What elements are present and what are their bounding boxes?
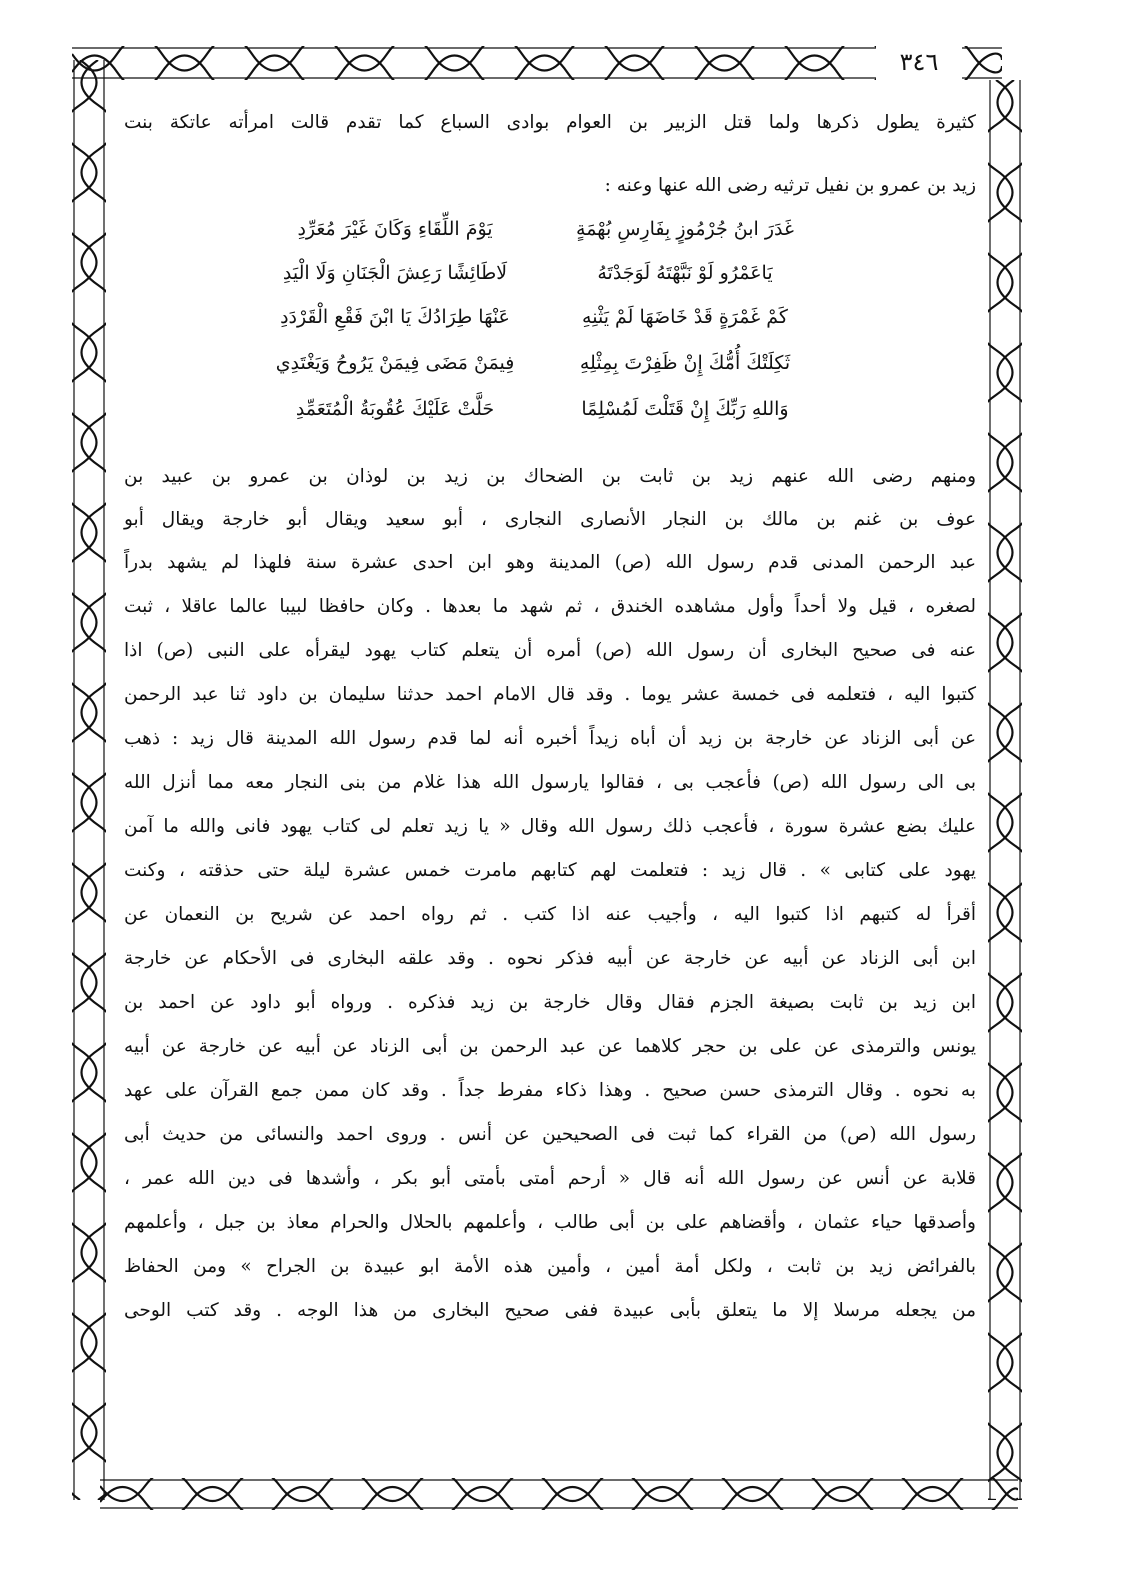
- page-number: ٣٤٦: [876, 44, 962, 80]
- poem-hemistich-right: وَاللهِ رَبِّكَ إِنْ قَتَلْتَ لَمُسْلِمًا: [581, 398, 789, 420]
- body-line: من يجعله مرسلا إلا ما يتعلق بأبى عبيدة ففى صحيح البخارى من هذا الوجه . وقد كتب الوحى: [124, 1300, 976, 1321]
- body-line: عنه فى صحيح البخارى أن رسول الله (ص) أمره أن يتعلم كتاب يهود ليقرأه على النبى (ص) اذا: [124, 640, 976, 661]
- ornamental-border-top: [72, 46, 1002, 80]
- body-line: ومنهم رضى الله عنهم زيد بن ثابت بن الضحاك بن زيد بن لوذان بن عمرو بن عبيد بن: [124, 466, 976, 487]
- poem-hemistich-left: فِيمَنْ مَضَى فِيمَنْ يَرُوحُ وَيَغْتَدِي: [275, 352, 515, 374]
- body-line: قلابة عن أنس عن رسول الله أنه قال « أرحم أمتى بأمتى أبو بكر ، وأشدها فى دين الله عمر ،: [124, 1168, 976, 1189]
- body-line: يهود على كتابى » . قال زيد : فتعلمت لهم كتابهم مامرت خمس عشرة ليلة حتى حذقته ، وكنت: [124, 860, 976, 881]
- body-line: لصغره ، قيل ولا أحداً وأول مشاهده الخندق ، ثم شهد ما بعدها . وكان حافظا لبيبا عالما عاقلا ، ثبت: [124, 596, 976, 617]
- poem-hemistich-left: حَلَّتْ عَلَيْكَ عُقُوبَةُ الْمُتَعَمِّدِ: [295, 398, 495, 420]
- poem-hemistich-left: لَاطَائِشًا رَعِشَ الْجَنَانِ وَلَا الْيَدِ: [282, 262, 508, 284]
- body-line: بالفرائض زيد بن ثابت ، ولكل أمة أمين ، وأمين هذه الأمة ابو عبيدة بن الجراح » ومن الحفاظ: [124, 1256, 976, 1277]
- intro-line: زيد بن عمرو بن نفيل ترثيه رضى الله عنها وعنه :: [604, 175, 976, 196]
- body-line: عن أبى الزناد عن خارجة بن زيد أن أباه زيداً أخبره أنه لما قدم رسول الله المدينة قال زيد : ذهب: [124, 728, 976, 749]
- poem-hemistich-right: غَدَرَ ابنُ جُرْمُوزٍ بِفَارِسِ بُهْمَةٍ: [576, 218, 794, 240]
- body-line: يونس والترمذى عن على بن حجر كلاهما عن عبد الرحمن بن أبى الزناد عن أبيه عن خارجة عن أبيه: [124, 1036, 976, 1057]
- body-line: به نحوه . وقال الترمذى حسن صحيح . وهذا ذكاء مفرط جداً . وقد كان ممن جمع القرآن على عهد: [124, 1080, 976, 1101]
- ornamental-border-bottom: [100, 1478, 1018, 1510]
- body-line: عوف بن غنم بن مالك بن النجار الأنصارى النجارى ، أبو سعيد ويقال أبو خارجة ويقال أبو: [124, 509, 976, 530]
- body-line: رسول الله (ص) من القراء كما ثبت فى الصحيحين عن أنس . وروى احمد والنسائى من حديث أبى: [124, 1124, 976, 1145]
- body-line: وأصدقها حياء عثمان ، وأقضاهم على بن أبى طالب ، وأعلمهم بالحلال والحرام معاذ بن جبل ، وأعلمهم: [124, 1212, 976, 1233]
- ornamental-border-left: [72, 60, 106, 1500]
- body-line: كتبوا اليه ، فتعلمه فى خمسة عشر يوما . وقد قال الامام احمد حدثنا سليمان بن داود ثنا عبد الرحمن: [124, 684, 976, 705]
- poem-hemistich-right: ثَكِلَتْكَ أُمُّكَ إِنْ ظَفِرْتَ بِمِثْلِهِ: [579, 352, 791, 374]
- body-line: ابن أبى الزناد عن أبيه عن خارجة عن أبيه فذكر نحوه . وقد علقه البخارى فى الأحكام عن خارجة: [124, 948, 976, 969]
- body-line: أقرأ له كتبهم اذا كتبوا اليه ، وأجيب عنه اذا كتب . ثم رواه احمد عن شريح بن النعمان عن: [124, 904, 976, 925]
- body-line: ابن زيد بن ثابت بصيغة الجزم فقال وقال خارجة بن زيد فذكره . ورواه أبو داود عن احمد بن: [124, 992, 976, 1013]
- intro-line: كثيرة يطول ذكرها ولما قتل الزبير بن العوام بوادى السباع كما تقدم قالت امرأته عاتكة بنت: [124, 112, 976, 133]
- ornamental-border-right: [988, 80, 1022, 1500]
- poem-hemistich-right: يَاعَمْرُو لَوْ نَبَّهْتَهُ لَوَجَدْتَهُ: [597, 262, 773, 284]
- poem-hemistich-left: يَوْمَ اللِّقَاءِ وَكَانَ غَيْرَ مُعَرِّدِ: [297, 218, 493, 240]
- body-line: عبد الرحمن المدنى قدم رسول الله (ص) المدينة وهو ابن احدى عشرة سنة فلهذا لم يشهد بدراً: [124, 552, 976, 573]
- poem-hemistich-left: عَنْهَا طِرَادُكَ يَا ابْنَ فَقْعِ الْقَرْدَدِ: [280, 306, 510, 328]
- body-line: بى الى رسول الله (ص) فأعجب بى ، فقالوا يارسول الله هذا غلام من بنى النجار معه مما أنزل الله: [124, 772, 976, 793]
- poem-hemistich-right: كَمْ غَمْرَةٍ قَدْ خَاضَهَا لَمْ يَثْنِهِ: [582, 306, 788, 328]
- body-line: عليك بضع عشرة سورة ، فأعجب ذلك رسول الله وقال « يا زيد تعلم لى كتاب يهود فانى والله ما آمن: [124, 816, 976, 837]
